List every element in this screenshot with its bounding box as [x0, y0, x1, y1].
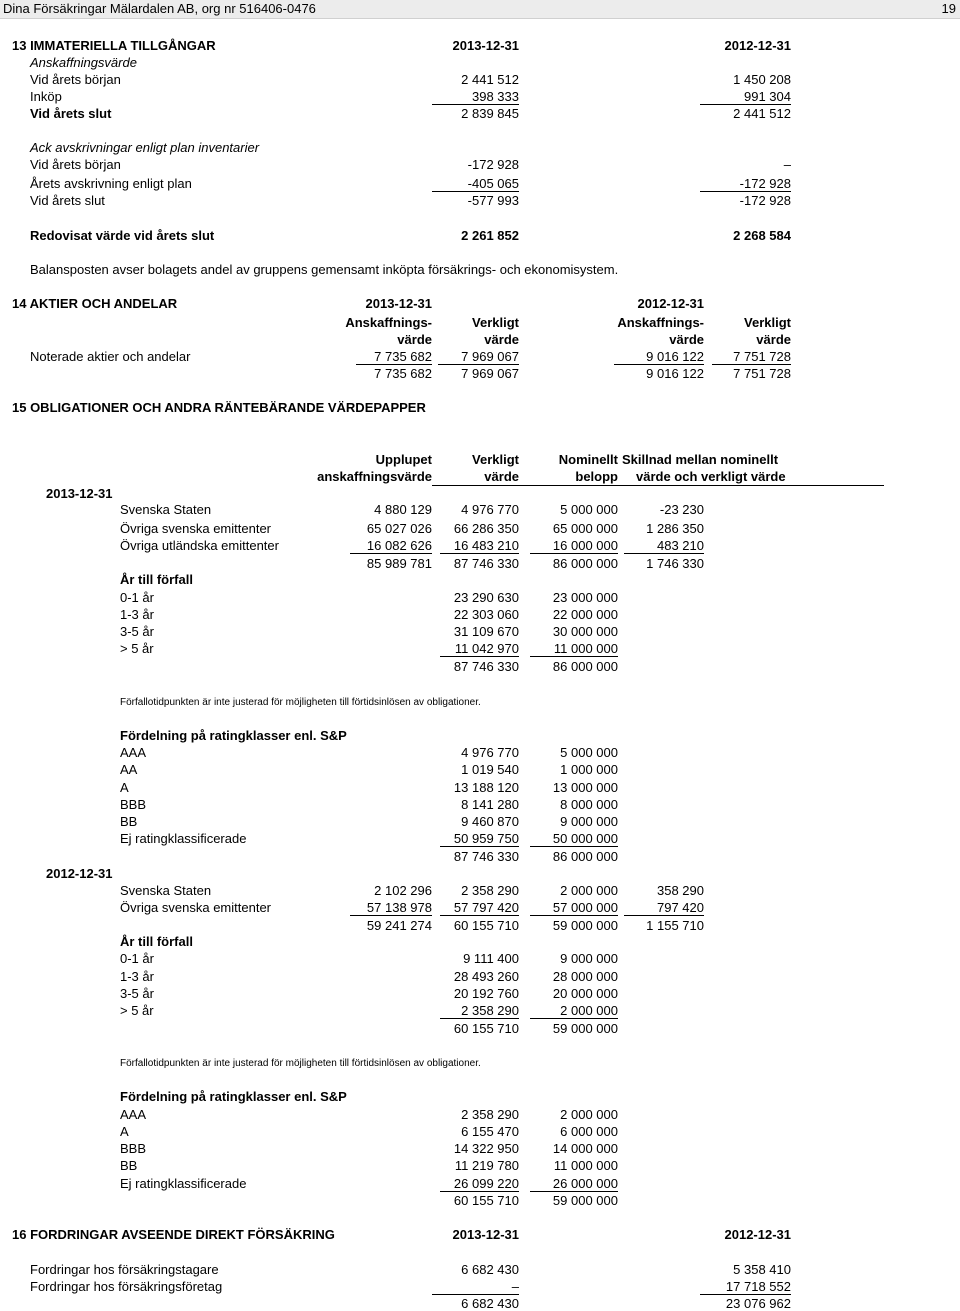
bond-value: 66 286 350 — [453, 521, 519, 536]
note-13-title: 13 IMMATERIELLA TILLGÅNGAR — [12, 38, 216, 53]
rating-value: 9 000 000 — [560, 814, 618, 829]
rating-value: 14 322 950 — [453, 1141, 519, 1156]
maturity-value: 22 303 060 — [453, 607, 519, 622]
rating-value: 5 000 000 — [560, 745, 618, 760]
note-15-header: värde och verkligt värde — [636, 469, 786, 484]
maturity-value: 9 000 000 — [560, 951, 618, 966]
maturity-value: 31 109 670 — [453, 624, 519, 639]
bond-total: 85 989 781 — [366, 556, 432, 571]
maturity-label: 0-1 år — [120, 951, 154, 966]
note-14-total: 7 751 728 — [733, 366, 791, 381]
rating-value: 4 976 770 — [461, 745, 519, 760]
bond-total: 1 155 710 — [646, 918, 704, 933]
maturity-value: 20 192 760 — [453, 986, 519, 1001]
maturity-value: 11 000 000 — [530, 641, 618, 657]
bond-value: 16 000 000 — [530, 538, 618, 554]
note-14-value: 9 016 122 — [614, 349, 704, 365]
note-13-value: 991 304 — [700, 89, 791, 105]
maturity-total: 86 000 000 — [552, 659, 618, 674]
maturity-label: 3-5 år — [120, 986, 154, 1001]
header-rule — [432, 485, 884, 486]
note-14-value: 7 751 728 — [712, 349, 791, 365]
note-13-value: -405 065 — [432, 176, 519, 192]
rating-label: BB — [120, 814, 138, 829]
note-14-value: 7 969 067 — [438, 349, 519, 365]
note-14-total: 9 016 122 — [646, 366, 704, 381]
note-13-value: 398 333 — [432, 89, 519, 105]
rating-label: AAA — [120, 1107, 147, 1122]
rating-value: 11 000 000 — [553, 1158, 618, 1173]
bond-value: 358 290 — [657, 883, 704, 898]
note-16-title: 16 FORDRINGAR AVSEENDE DIREKT FÖRSÄKRING — [12, 1227, 335, 1242]
note-16-value: 6 682 430 — [461, 1262, 519, 1277]
note-13-comment: Balansposten avser bolagets andel av gruppens gemensamt inköpta försäkrings- och ekonomisystem. — [30, 262, 619, 277]
note-16-value: 5 358 410 — [733, 1262, 791, 1277]
note-15-header: Verkligt — [472, 452, 519, 467]
note-13-row-label: Årets avskrivning enligt plan — [30, 176, 192, 191]
note-15-header: belopp — [575, 469, 618, 484]
note-14-header: värde — [397, 332, 432, 347]
rating-total: 59 000 000 — [552, 1193, 618, 1208]
note-13-row-label: Vid årets början — [30, 157, 121, 172]
maturity-total: 87 746 330 — [453, 659, 519, 674]
bond-total: 87 746 330 — [453, 556, 519, 571]
note-13-value: -172 928 — [739, 193, 791, 208]
note-14-col-2013: 2013-12-31 — [365, 296, 432, 311]
bond-value: 4 880 129 — [374, 502, 432, 517]
note-14-row-label: Noterade aktier och andelar — [30, 349, 191, 364]
note-14-value: 7 735 682 — [356, 349, 432, 365]
rating-value: 26 099 220 — [440, 1176, 519, 1192]
bond-value: 797 420 — [624, 900, 704, 916]
note-13-value: -172 928 — [467, 157, 519, 172]
maturity-label: 0-1 år — [120, 590, 154, 605]
bond-row-label: Svenska Staten — [120, 883, 212, 898]
rating-value: 8 000 000 — [560, 797, 618, 812]
note-15-year: 2012-12-31 — [46, 866, 113, 881]
maturity-value: 2 000 000 — [530, 1003, 618, 1019]
rating-label: BBB — [120, 797, 147, 812]
note-14-total: 7 969 067 — [461, 366, 519, 381]
bond-row-label: Övriga utländska emittenter — [120, 538, 279, 553]
note-14-total: 7 735 682 — [374, 366, 432, 381]
maturity-heading: År till förfall — [120, 934, 193, 949]
rating-total: 60 155 710 — [453, 1193, 519, 1208]
bond-value: 16 082 626 — [350, 538, 432, 554]
note-13-value: – — [783, 157, 791, 172]
note-16-value: 17 718 552 — [700, 1279, 791, 1295]
rating-value: 9 460 870 — [461, 814, 519, 829]
rating-heading: Fördelning på ratingklasser enl. S&P — [120, 1089, 347, 1104]
maturity-value: 23 000 000 — [552, 590, 618, 605]
bond-total: 59 000 000 — [552, 918, 618, 933]
note-13-value: 2 839 845 — [461, 106, 519, 121]
rating-label: AAA — [120, 745, 147, 760]
note-15-header: värde — [484, 469, 519, 484]
maturity-value: 22 000 000 — [552, 607, 618, 622]
rating-label: Ej ratingklassificerade — [120, 1176, 247, 1191]
note-15-header: Skillnad mellan nominellt — [622, 452, 779, 467]
note-13-row-label: Vid årets slut — [30, 193, 105, 208]
rating-value: 13 188 120 — [453, 780, 519, 795]
bond-value: 4 976 770 — [461, 502, 519, 517]
note-13-total-value: 2 268 584 — [733, 228, 791, 243]
note-15-header: anskaffningsvärde — [317, 469, 432, 484]
note-16-row-label: Fordringar hos försäkringsföretag — [30, 1279, 223, 1294]
bond-value: 2 102 296 — [374, 883, 432, 898]
page-number: 19 — [941, 1, 956, 16]
note-15-header: Upplupet — [375, 452, 432, 467]
note-13-value: 2 441 512 — [461, 72, 519, 87]
maturity-heading: År till förfall — [120, 572, 193, 587]
note-16-total: 6 682 430 — [461, 1296, 519, 1311]
rating-value: 8 141 280 — [461, 797, 519, 812]
rating-value: 6 000 000 — [560, 1124, 618, 1139]
maturity-value: 20 000 000 — [552, 986, 618, 1001]
maturity-label: 1-3 år — [120, 607, 154, 622]
rating-value: 13 000 000 — [552, 780, 618, 795]
bond-value: 16 483 210 — [440, 538, 519, 554]
bond-value: 2 000 000 — [560, 883, 618, 898]
bond-value: 65 000 000 — [552, 521, 618, 536]
bond-total: 86 000 000 — [552, 556, 618, 571]
note-13-value: 1 450 208 — [733, 72, 791, 87]
note-13-value: 2 441 512 — [733, 106, 791, 121]
rating-label: Ej ratingklassificerade — [120, 831, 247, 846]
note-13-subheading: Anskaffningsvärde — [30, 55, 137, 70]
rating-value: 2 000 000 — [560, 1107, 618, 1122]
note-13-row-label: Inköp — [30, 89, 62, 104]
note-15-year: 2013-12-31 — [46, 486, 113, 501]
footnote: Förfallotidpunkten är inte justerad för möjligheten till förtidsinlösen av obligationer. — [120, 1058, 481, 1069]
bond-row-label: Övriga svenska emittenter — [120, 900, 272, 915]
maturity-value: 11 042 970 — [440, 641, 519, 657]
rating-total: 87 746 330 — [453, 849, 519, 864]
note-16-total: 23 076 962 — [725, 1296, 791, 1311]
rating-value: 14 000 000 — [552, 1141, 618, 1156]
rating-value: 26 000 000 — [530, 1176, 618, 1192]
bond-total: 60 155 710 — [453, 918, 519, 933]
bond-total: 59 241 274 — [366, 918, 432, 933]
bond-total: 1 746 330 — [646, 556, 704, 571]
note-13-col-2012: 2012-12-31 — [724, 38, 791, 53]
maturity-value: 28 000 000 — [552, 969, 618, 984]
maturity-value: 28 493 260 — [453, 969, 519, 984]
maturity-label: > 5 år — [120, 641, 154, 656]
footnote: Förfallotidpunkten är inte justerad för möjligheten till förtidsinlösen av obligationer. — [120, 697, 481, 708]
note-14-header: Anskaffnings- — [345, 315, 432, 330]
note-15-title: 15 OBLIGATIONER OCH ANDRA RÄNTEBÄRANDE VÄRDEPAPPER — [12, 400, 426, 415]
note-14-col-2012: 2012-12-31 — [637, 296, 704, 311]
note-13-value: -577 993 — [467, 193, 519, 208]
note-16-value: – — [432, 1279, 519, 1295]
note-14-header: Verkligt — [472, 315, 519, 330]
bond-value: 57 000 000 — [530, 900, 618, 916]
maturity-label: 3-5 år — [120, 624, 154, 639]
note-13-total-label: Redovisat värde vid årets slut — [30, 228, 215, 243]
rating-value: 6 155 470 — [461, 1124, 519, 1139]
rating-value: 1 000 000 — [560, 762, 618, 777]
rating-total: 86 000 000 — [552, 849, 618, 864]
note-14-header: värde — [669, 332, 704, 347]
note-16-row-label: Fordringar hos försäkringstagare — [30, 1262, 219, 1277]
note-14-header: Anskaffnings- — [617, 315, 704, 330]
maturity-value: 23 290 630 — [453, 590, 519, 605]
maturity-value: 9 111 400 — [463, 951, 519, 966]
note-14-title: 14 AKTIER OCH ANDELAR — [12, 296, 178, 311]
bond-value: 57 138 978 — [350, 900, 432, 916]
note-13-subheading: Ack avskrivningar enligt plan inventarier — [30, 140, 260, 155]
maturity-total: 60 155 710 — [453, 1021, 519, 1036]
bond-value: -23 230 — [659, 502, 704, 517]
bond-value: 2 358 290 — [461, 883, 519, 898]
bond-value: 57 797 420 — [440, 900, 519, 916]
note-14-header: Verkligt — [744, 315, 791, 330]
bond-row-label: Övriga svenska emittenter — [120, 521, 272, 536]
maturity-value: 30 000 000 — [552, 624, 618, 639]
rating-value: 1 019 540 — [461, 762, 519, 777]
note-13-col-2013: 2013-12-31 — [452, 38, 519, 53]
note-16-col-2012: 2012-12-31 — [724, 1227, 791, 1242]
rating-label: AA — [120, 762, 138, 777]
note-15-header: Nominellt — [558, 452, 618, 467]
maturity-value: 2 358 290 — [440, 1003, 519, 1019]
maturity-total: 59 000 000 — [552, 1021, 618, 1036]
note-14-header: värde — [484, 332, 519, 347]
bond-value: 5 000 000 — [560, 502, 618, 517]
rating-value: 11 219 780 — [454, 1158, 519, 1173]
rating-heading: Fördelning på ratingklasser enl. S&P — [120, 728, 347, 743]
rating-label: BB — [120, 1158, 138, 1173]
rating-value: 50 000 000 — [530, 831, 618, 847]
note-13-row-label: Vid årets början — [30, 72, 121, 87]
rating-label: BBB — [120, 1141, 147, 1156]
bond-value: 483 210 — [624, 538, 704, 554]
rating-value: 50 959 750 — [440, 831, 519, 847]
rating-value: 2 358 290 — [461, 1107, 519, 1122]
rating-label: A — [120, 780, 129, 795]
bond-value: 1 286 350 — [646, 521, 704, 536]
bond-value: 65 027 026 — [366, 521, 432, 536]
bond-row-label: Svenska Staten — [120, 502, 212, 517]
note-16-col-2013: 2013-12-31 — [452, 1227, 519, 1242]
note-13-value: -172 928 — [700, 176, 791, 192]
note-13-row-label: Vid årets slut — [30, 106, 112, 121]
document-title: Dina Försäkringar Mälardalen AB, org nr 516406-0476 — [3, 1, 316, 16]
maturity-label: > 5 år — [120, 1003, 154, 1018]
rating-label: A — [120, 1124, 129, 1139]
note-13-total-value: 2 261 852 — [461, 228, 519, 243]
maturity-label: 1-3 år — [120, 969, 154, 984]
note-14-header: värde — [756, 332, 791, 347]
